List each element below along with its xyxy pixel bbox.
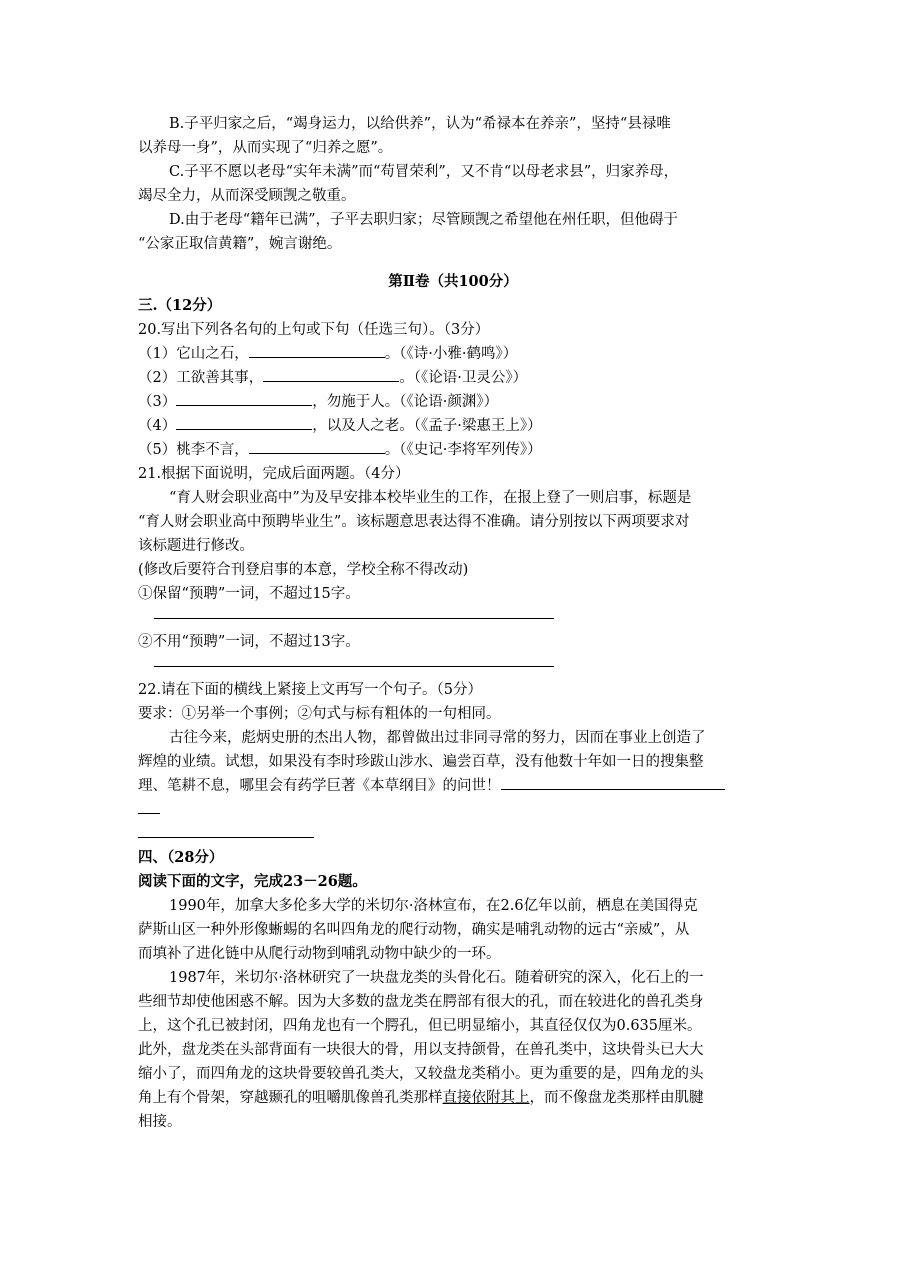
underlined-phrase: 直接依附其上 — [442, 1090, 530, 1106]
answer-blank[interactable] — [138, 798, 160, 814]
passage-p2-line7: 相接。 — [138, 1114, 182, 1130]
option-b-line2: 以养母一身”，从而实现了“归养之愿”。 — [138, 140, 393, 156]
q20-item-5: （5）桃李不言， 。（《史记·李将军列传》） — [138, 438, 768, 462]
answer-blank[interactable] — [263, 366, 399, 382]
answer-line-2[interactable] — [138, 654, 768, 678]
q21-text-line3: 该标题进行修改。 — [138, 538, 254, 554]
passage-p1-line3: 而填补了进化链中从爬行动物到哺乳动物中缺少的一环。 — [138, 946, 501, 962]
section4-instruction: 阅读下面的文字，完成23－26题。 — [138, 873, 367, 890]
q22-passage-line1: 古往今来，彪炳史册的杰出人物，都曾做出过非同寻常的努力，因而在事业上创造了 — [169, 730, 706, 746]
section4-heading: 四、（28分） — [138, 849, 224, 866]
answer-blank[interactable] — [176, 390, 312, 406]
answer-blank[interactable] — [249, 438, 385, 454]
answer-blank[interactable] — [138, 822, 314, 838]
exam-page — [138, 112, 768, 1134]
q22-answer-continue — [138, 798, 768, 822]
answer-line-1[interactable] — [138, 606, 768, 630]
passage-p2-line6: 角上有个骨架，穿越颞孔的咀嚼肌像兽孔类那样直接依附其上，而不像盘龙类那样由肌腱 — [138, 1090, 704, 1106]
option-b-line1: B.子平归家之后，“竭身运力，以给供养”，认为“希禄本在养亲”，坚持“县禄唯 — [169, 116, 671, 132]
q21-requirement-1: ①保留“预聘”一词，不超过15字。 — [138, 586, 360, 602]
answer-blank[interactable] — [176, 414, 312, 430]
q22-prompt: 22.请在下面的横线上紧接上文再写一个句子。（5分） — [138, 682, 483, 698]
q21-requirement-2: ②不用“预聘”一词，不超过13字。 — [138, 634, 360, 650]
q21-text-line1: “育人财会职业高中”为及早安排本校毕业生的工作，在报上登了一则启事，标题是 — [169, 490, 692, 506]
answer-blank[interactable] — [501, 774, 725, 790]
q21-prompt: 21.根据下面说明，完成后面两题。（4分） — [138, 466, 410, 482]
passage-p1-line1: 1990年，加拿大多伦多大学的米切尔·洛林宣布，在2.6亿年以前，栖息在美国得克 — [169, 898, 698, 914]
option-c-line2: 竭尽全力，从而深受顾觊之敬重。 — [138, 188, 356, 204]
passage-p2-line4: 此外，盘龙类在头部背面有一块很大的骨，用以支持颌骨，在兽孔类中，这块骨头已大大 — [138, 1042, 704, 1058]
q21-note: (修改后要符合刊登启事的本意，学校全称不得改动) — [138, 562, 469, 578]
q22-passage-line3: 理、笔耕不息，哪里会有药学巨著《本草纲目》的问世！ — [138, 774, 768, 798]
passage-p1-line2: 萨斯山区一种外形像蜥蜴的名叫四角龙的爬行动物，确实是哺乳动物的远古“亲威”，从 — [138, 922, 690, 938]
passage-p2-line2: 些细节却使他困惑不解。因为大多数的盘龙类在腭部有很大的孔，而在较进化的兽孔类身 — [138, 994, 704, 1010]
q20-item-1: （1）它山之石， 。（《诗·小雅·鹤鸣》） — [138, 342, 768, 366]
option-c-line1: C.子平不愿以老母“实年未满”而“苟冒荣利”，又不肯“以母老求县”，归家养母， — [169, 164, 679, 180]
q22-passage-line2: 辉煌的业绩。试想，如果没有李时珍跋山涉水、遍尝百草，没有他数十年如一日的搜集整 — [138, 754, 704, 770]
part2-title: 第Ⅱ卷（共100分） — [388, 273, 518, 290]
option-d-line1: D.由于老母“籍年已满”，子平去职归家；尽管顾觊之希望他在州任职，但他碍于 — [169, 212, 679, 228]
q22-requirement: 要求：①另举一个事例；②句式与标有粗体的一句相同。 — [138, 706, 501, 722]
passage-p2-line3: 上，这个孔已被封闭，四角龙也有一个腭孔，但已明显缩小，其直径仅仅为0.635厘米。 — [138, 1018, 702, 1034]
q21-text-line2: “育人财会职业高中预聘毕业生”。该标题意思表达得不准确。请分别按以下两项要求对 — [138, 514, 690, 530]
passage-p2-line5: 缩小了，而四角龙的这块骨要较兽孔类大，又较盘龙类稍小。更为重要的是，四角龙的头 — [138, 1066, 704, 1082]
passage-p2-line1: 1987年，米切尔·洛林研究了一块盘龙类的头骨化石。随着研究的深入，化石上的一 — [169, 970, 704, 986]
q20-prompt: 20.写出下列各名句的上句或下句（任选三句）。（3分） — [138, 322, 490, 338]
q20-item-4: （4） ，以及人之老。（《孟子·梁惠王上》） — [138, 414, 768, 438]
option-d-line2: “公家正取信黄籍”，婉言谢绝。 — [138, 236, 342, 252]
answer-blank[interactable] — [249, 342, 385, 358]
q20-item-2: （2）工欲善其事， 。（《论语·卫灵公》） — [138, 366, 768, 390]
q20-item-3: （3） ，勿施于人。（《论语·颜渊》） — [138, 390, 768, 414]
section3-heading: 三.（12分） — [138, 297, 222, 314]
q22-answer-line — [138, 822, 768, 846]
